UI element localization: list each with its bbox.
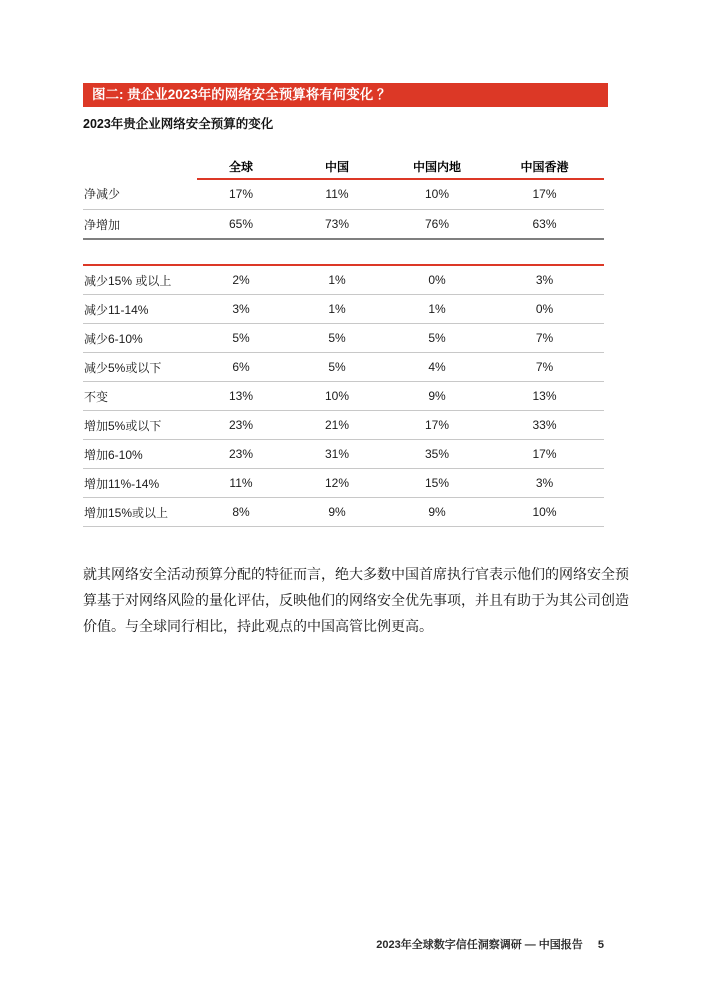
cell-value: 13% xyxy=(228,389,254,403)
figure-title: 图二: 贵企业2023年的网络安全预算将有何变化 ？ xyxy=(92,87,391,102)
cell-value: 5% xyxy=(232,331,250,345)
row-label: 减少5%或以下 xyxy=(84,360,162,375)
row-label: 净增加 xyxy=(84,217,121,232)
cell-value: 5% xyxy=(328,331,346,345)
table-row xyxy=(83,382,604,411)
cell-value: 7% xyxy=(535,360,554,374)
table-subtitle: 2023年贵企业网络安全预算的变化 xyxy=(83,117,274,131)
cell-value: 35% xyxy=(424,447,450,461)
cell-value: 11% xyxy=(229,476,253,490)
table-row xyxy=(83,178,604,210)
cell-value: 13% xyxy=(532,389,557,403)
row-label: 增加5%或以下 xyxy=(84,418,162,433)
page-number: 5 xyxy=(597,939,604,951)
table-row xyxy=(83,295,604,324)
cell-value: 31% xyxy=(324,447,350,461)
figure-title-banner xyxy=(83,83,608,107)
cell-value: 3% xyxy=(232,302,250,316)
column-header-china: 中国 xyxy=(285,156,389,180)
table-row xyxy=(83,266,604,295)
cell-value: 12% xyxy=(324,476,350,490)
row-label: 增加6-10% xyxy=(84,447,143,462)
table-header-row xyxy=(83,156,604,178)
footer-report-title: 2023年全球数字信任洞察调研 — 中国报告 xyxy=(376,939,583,951)
cell-value: 8% xyxy=(232,505,250,519)
table-row xyxy=(83,411,604,440)
cell-value: 9% xyxy=(428,505,446,519)
cell-value: 10% xyxy=(324,389,350,403)
row-label: 增加11%-14% xyxy=(84,476,160,491)
row-label: 减少11-14% xyxy=(84,302,149,317)
table-row xyxy=(83,353,604,382)
table-detail-section xyxy=(83,264,604,527)
body-paragraph: 就其网络安全活动预算分配的特征而言，绝大多数中国首席执行官表示他们的网络安全预算基于对网络风险的量化评估，反映他们的网络安全优先事项，并且有助于为其公司创造价值。与全球同行相比，持此观点的中国高管比例更高。 xyxy=(83,566,629,634)
cell-value: 63% xyxy=(532,217,557,231)
cell-value: 33% xyxy=(532,418,557,432)
row-label: 净减少 xyxy=(84,187,121,201)
row-label: 不变 xyxy=(84,389,109,404)
table-row xyxy=(83,324,604,353)
row-label: 减少6-10% xyxy=(84,331,143,346)
row-label: 减少15% 或以上 xyxy=(84,273,172,288)
cell-value: 5% xyxy=(328,360,346,374)
cell-value: 0% xyxy=(428,273,446,287)
cell-value: 11% xyxy=(325,186,349,201)
cell-value: 76% xyxy=(424,217,450,231)
cell-value: 10% xyxy=(424,186,450,201)
cell-value: 17% xyxy=(424,418,450,432)
cell-value: 23% xyxy=(228,447,254,461)
cell-value: 0% xyxy=(535,302,554,316)
cell-value: 5% xyxy=(428,331,446,345)
cell-value: 17% xyxy=(228,186,254,201)
cell-value: 1% xyxy=(328,273,346,287)
table-section-gap xyxy=(83,240,604,264)
column-header-global: 全球 xyxy=(197,156,285,180)
table-row xyxy=(83,210,604,240)
budget-change-table xyxy=(83,156,604,527)
cell-value: 21% xyxy=(324,418,350,432)
column-header-hongkong: 中国香港 xyxy=(485,156,604,180)
cell-value: 4% xyxy=(428,360,446,374)
table-row xyxy=(83,469,604,498)
cell-value: 1% xyxy=(428,302,446,316)
cell-value: 3% xyxy=(535,273,554,287)
cell-value: 7% xyxy=(535,331,554,345)
column-header-mainland: 中国内地 xyxy=(389,156,485,180)
cell-value: 73% xyxy=(324,217,350,231)
cell-value: 65% xyxy=(228,217,254,231)
cell-value: 10% xyxy=(532,505,557,519)
cell-value: 3% xyxy=(535,476,554,490)
cell-value: 9% xyxy=(328,505,346,519)
cell-value: 6% xyxy=(232,360,250,374)
row-label: 增加15%或以上 xyxy=(84,505,169,520)
page-footer xyxy=(83,936,604,952)
table-row xyxy=(83,440,604,469)
cell-value: 15% xyxy=(424,476,450,490)
cell-value: 1% xyxy=(328,302,346,316)
cell-value: 2% xyxy=(232,273,250,287)
cell-value: 23% xyxy=(228,418,254,432)
cell-value: 9% xyxy=(428,389,446,403)
cell-value: 17% xyxy=(532,186,557,201)
table-row xyxy=(83,498,604,527)
cell-value: 17% xyxy=(532,447,557,461)
